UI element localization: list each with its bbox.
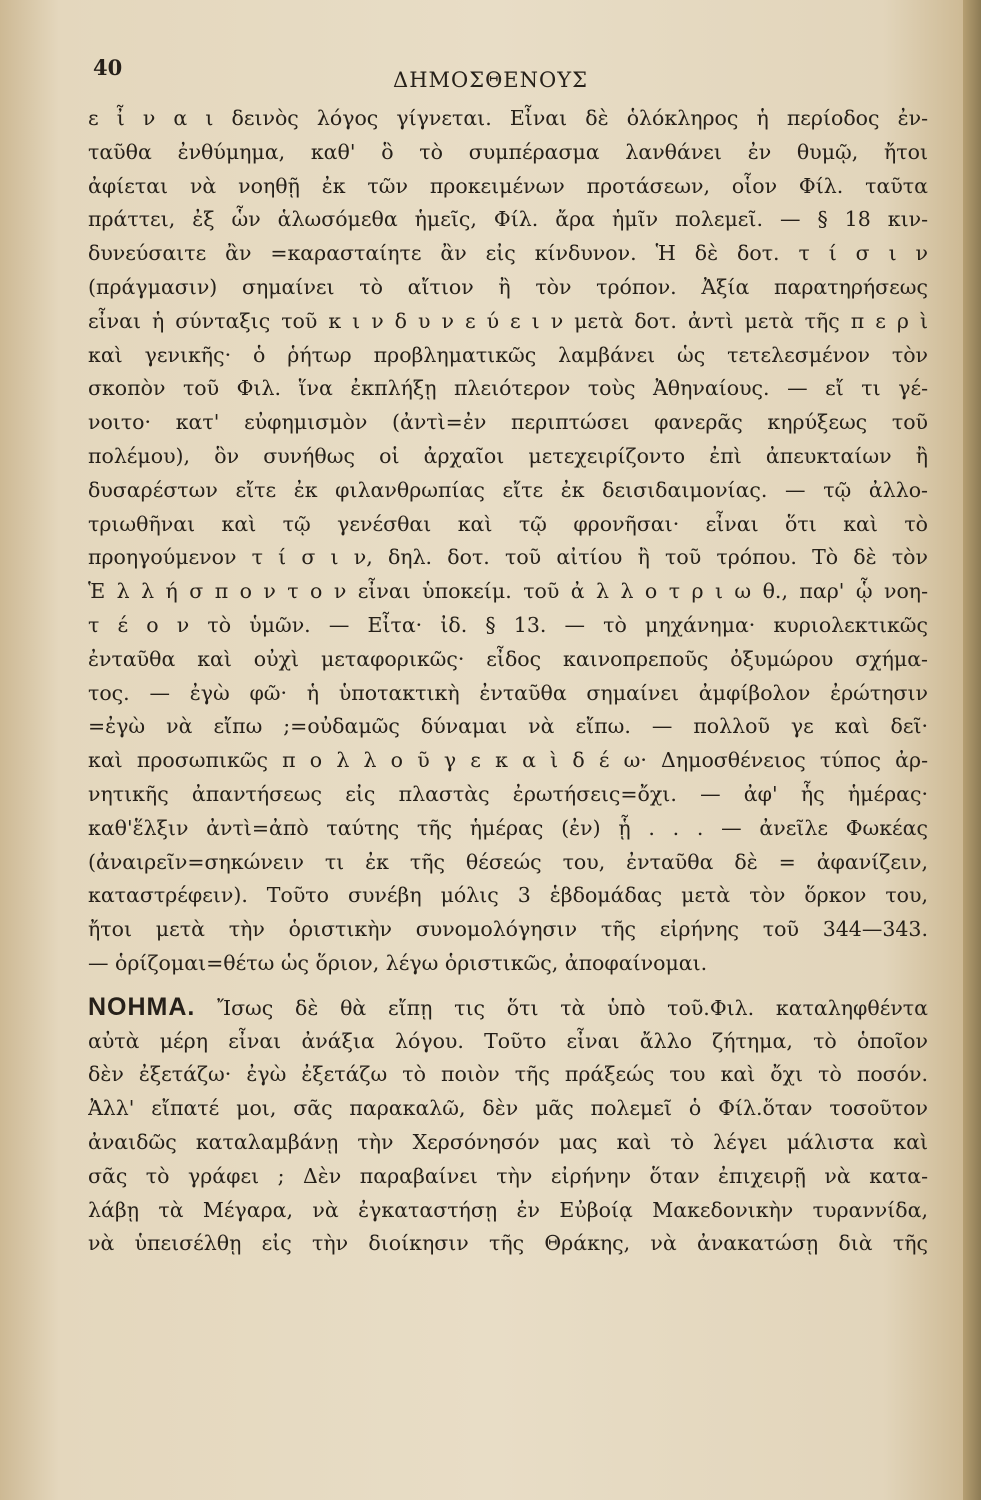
text-line: τριωθῆναι καὶ τῷ γενέσθαι καὶ τῷ φρονῆσαι· εἶναι ὅτι καὶ τὸ — [88, 511, 928, 536]
text-line: δυσαρέστων εἴτε ἐκ φιλανθρωπίας εἴτε ἐκ δεισιδαιμονίας. — τῷ ἀλλο- — [88, 477, 928, 502]
text-line: Ἑ λ λ ή σ π ο ν τ ο ν εἶναι ὑποκείμ. τοῦ ἀ λ λ ο τ ρ ι ω θ., παρ' ᾧ νοη- — [88, 579, 928, 604]
text-line: δυνεύσαιτε ἂν =καρασταίητε ἂν εἰς κίνδυνον. Ἡ δὲ δοτ. τ ί σ ι ν — [88, 241, 928, 266]
page-edge — [963, 0, 981, 1500]
text-line: τος. — ἐγὼ φῶ· ἡ ὑποτακτικὴ ἐνταῦθα σημαίνει ἀμφίβολον ἐρώτησιν — [88, 680, 928, 705]
text-line: πολέμου), ὃν συνήθως οἱ ἀρχαῖοι μετεχειρίζοντο ἐπὶ ἀπευκταίων ἢ — [88, 443, 928, 468]
text-line: =ἐγὼ νὰ εἴπω ;=οὐδαμῶς δύναμαι νὰ εἴπω. — πολλοῦ γε καὶ δεῖ· — [88, 714, 928, 739]
text-line: νοιτο· κατ' εὐφημισμὸν (ἀντὶ=ἐν περιπτώσει φανερᾶς κηρύξεως τοῦ — [88, 410, 928, 435]
text-line: ἐνταῦθα καὶ οὐχὶ μεταφορικῶς· εἶδος καινοπρεποῦς ὀξυμώρου σχήμα- — [88, 646, 928, 671]
text-line: ἤτοι μετὰ τὴν ὁριστικὴν συνομολόγησιν τῆς εἰρήνης τοῦ 344—343. — [88, 917, 928, 942]
noima-line: Ἀλλ' εἴπατέ μοι, σᾶς παρακαλῶ, δὲν μᾶς πολεμεῖ ὁ Φίλ.ὅταν τοσοῦτον — [88, 1096, 928, 1121]
commentary-text — [88, 102, 928, 1261]
text-line: εἶναι ἡ σύνταξις τοῦ κ ι ν δ υ ν ε ύ ε ι ν μετὰ δοτ. ἀντὶ μετὰ τῆς π ε ρ ὶ — [88, 308, 928, 333]
text-line: (πράγμασιν) σημαίνει τὸ αἴτιον ἢ τὸν τρόπον. Ἀξία παρατηρήσεως — [88, 274, 928, 299]
text-line: σκοπὸν τοῦ Φιλ. ἵνα ἐκπλήξῃ πλειότερον τοὺς Ἀθηναίους. — εἴ τι γέ- — [88, 376, 928, 401]
text-line: πράττει, ἐξ ὧν ἁλωσόμεθα ἡμεῖς, Φίλ. ἄρα ἡμῖν πολεμεῖ. — § 18 κιν- — [88, 207, 928, 232]
text-line: — ὁρίζομαι=θέτω ὡς ὅριον, λέγω ὁριστικῶς, ἀποφαίνομαι. — [88, 950, 708, 975]
noima-line: νὰ ὑπεισέλθῃ εἰς τὴν διοίκησιν τῆς Θράκης, νὰ ἀνακατώσῃ διὰ τῆς — [88, 1231, 928, 1256]
noima-heading: ΝΟΗΜΑ. — [88, 992, 196, 1021]
noima-line: ἀναιδῶς καταλαμβάνῃ τὴν Χερσόνησόν μας καὶ τὸ λέγει μάλιστα καὶ — [88, 1129, 928, 1154]
text-line: καὶ γενικῆς· ὁ ῥήτωρ προβληματικῶς λαμβάνει ὡς τετελεσμένον τὸν — [88, 342, 928, 367]
text-line: νητικῆς ἀπαντήσεως εἰς πλαστὰς ἐρωτήσεις=ὄχι. — ἀφ' ἧς ἡμέρας· — [88, 781, 928, 806]
noima-line: δὲν ἐξετάζω· ἐγὼ ἐξετάζω τὸ ποιὸν τῆς πράξεώς του καὶ ὄχι τὸ ποσόν. — [88, 1062, 928, 1087]
text-line: ε ἶ ν α ι δεινὸς λόγος γίγνεται. Εἶναι δὲ ὁλόκληρος ἡ περίοδος ἐν- — [88, 106, 928, 130]
noima-first-line — [88, 991, 928, 1025]
noima-line: σᾶς τὸ γράφει ; Δὲν παραβαίνει τὴν εἰρήνην ὅταν ἐπιχειρῇ νὰ κατα- — [88, 1163, 928, 1188]
text-line: (ἀναιρεῖν=σηκώνειν τι ἐκ τῆς θέσεώς του, ἐνταῦθα δὲ = ἀφανίζειν, — [88, 849, 928, 874]
noima-line: αὐτὰ μέρη εἶναι ἀνάξια λόγου. Τοῦτο εἶναι ἄλλο ζήτημα, τὸ ὁποῖον — [88, 1028, 928, 1053]
page-number: 40 — [93, 55, 123, 80]
text-line: καθ'ἕλξιν ἀντὶ=ἀπὸ ταύτης τῆς ἡμέρας (ἐν) ᾗ . . . — ἀνεῖλε Φωκέας — [88, 815, 928, 840]
text-line: προηγούμενον τ ί σ ι ν, δηλ. δοτ. τοῦ αἰτίου ἢ τοῦ τρόπου. Τὸ δὲ τὸν — [88, 545, 928, 570]
text-line: τ έ ο ν τὸ ὑμῶν. — Εἶτα· ἰδ. § 13. — τὸ μηχάνημα· κυριολεκτικῶς — [88, 612, 928, 637]
text-line: καταστρέφειν). Τοῦτο συνέβη μόλις 3 ἑβδομάδας μετὰ τὸν ὅρκον του, — [88, 883, 928, 908]
text-line: καὶ προσωπικῶς π ο λ λ ο ῦ γ ε κ α ὶ δ έ ω· Δημοσθένειος τύπος ἀρ- — [88, 748, 928, 773]
text-line: ταῦθα ἐνθύμημα, καθ' ὃ τὸ συμπέρασμα λανθάνει ἐν θυμῷ, ἤτοι — [88, 139, 928, 164]
running-head: ΔΗΜΟΣΘΕΝΟΥΣ — [393, 68, 588, 92]
text-line: ἀφίεται νὰ νοηθῇ ἐκ τῶν προκειμένων προτάσεων, οἷον Φίλ. ταῦτα — [88, 173, 928, 198]
noima-first-line-text: Ἴσως δὲ θὰ εἴπῃ τις ὅτι τὰ ὑπὸ τοῦ.Φιλ. καταληφθέντα — [217, 995, 928, 1020]
noima-line: λάβῃ τὰ Μέγαρα, νὰ ἐγκαταστήσῃ ἐν Εὐβοίᾳ Μακεδονικὴν τυραννίδα, — [88, 1197, 928, 1222]
